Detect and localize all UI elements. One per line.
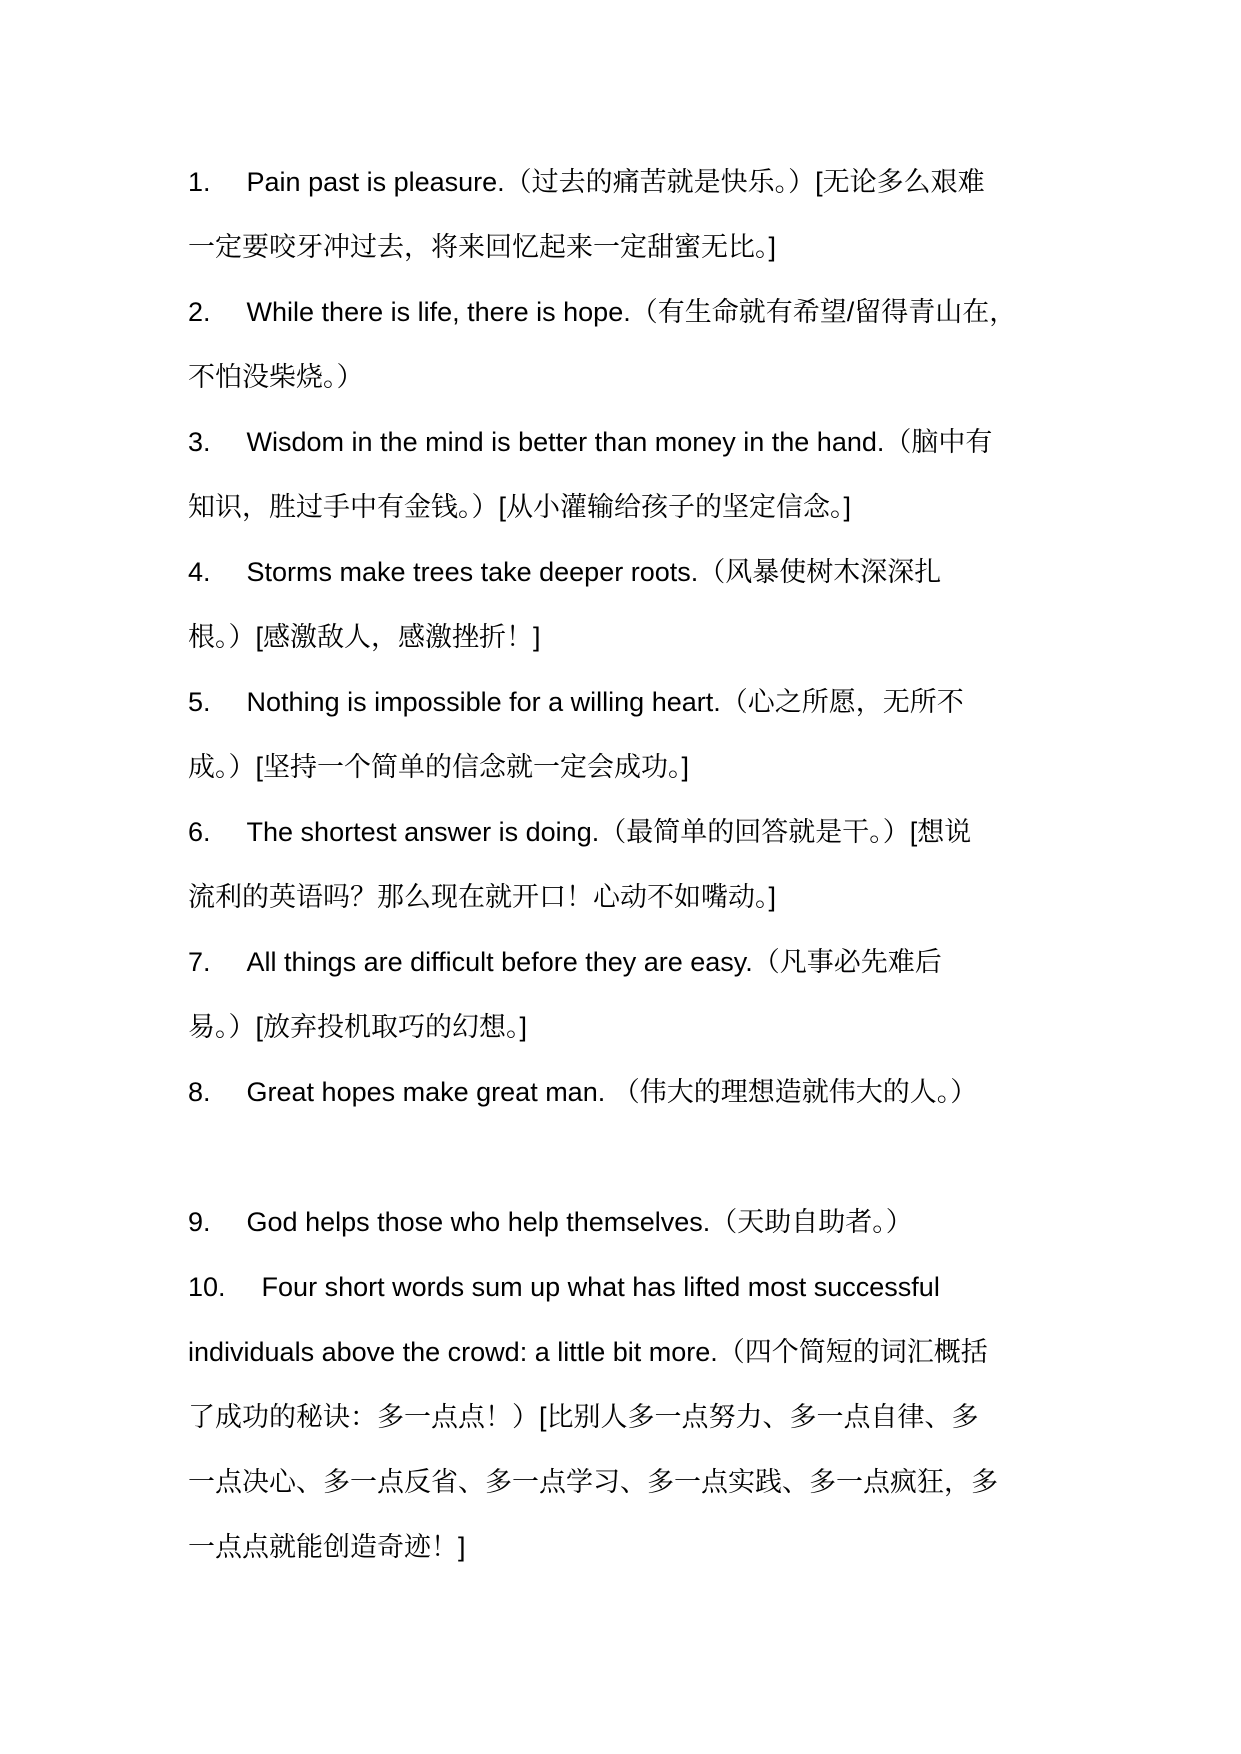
item-number: 4. — [188, 557, 211, 587]
item-number: 8. — [188, 1077, 211, 1107]
item-line — [188, 150, 1188, 215]
proverb-list — [188, 150, 1188, 1580]
item-number: 5. — [188, 687, 211, 717]
list-item — [188, 670, 1188, 800]
item-line: 成。）[坚持一个简单的信念就一定会成功。] — [188, 752, 690, 782]
item-number: 6. — [188, 817, 211, 847]
list-item — [188, 1060, 1188, 1125]
list-item — [188, 540, 1188, 670]
item-text: Four short words sum up what has lifted most successful — [261, 1272, 940, 1302]
item-text: All things are difficult before they are easy.（凡事必先难后 — [246, 947, 942, 977]
item-number: 3. — [188, 427, 211, 457]
item-line: 一点点就能创造奇迹！] — [188, 1532, 466, 1562]
item-line — [188, 930, 1188, 995]
list-item — [188, 1190, 1188, 1255]
item-line — [188, 410, 1188, 475]
item-number: 2. — [188, 297, 211, 327]
item-number: 7. — [188, 947, 211, 977]
list-item — [188, 930, 1188, 1060]
list-item — [188, 1255, 1188, 1580]
item-line — [188, 800, 1188, 865]
item-line: 流利的英语吗？那么现在就开口！心动不如嘴动。] — [188, 882, 777, 912]
item-text: The shortest answer is doing.（最简单的回答就是干。）[想说 — [246, 817, 972, 847]
item-text: God helps those who help themselves.（天助自助者。） — [246, 1207, 913, 1237]
list-item — [188, 150, 1188, 280]
item-text: Wisdom in the mind is better than money in the hand.（脑中有 — [246, 427, 993, 457]
item-line: 不怕没柴烧。） — [188, 362, 364, 392]
item-line — [188, 1255, 1188, 1320]
item-line: individuals above the crowd: a little bit more.（四个简短的词汇概括 — [188, 1337, 988, 1367]
item-line — [188, 1060, 1188, 1125]
item-line: 根。）[感激敌人，感激挫折！] — [188, 622, 541, 652]
item-line: 知识，胜过手中有金钱。）[从小灌输给孩子的坚定信念。] — [188, 492, 852, 522]
item-line — [188, 670, 1188, 735]
item-number: 1. — [188, 167, 211, 197]
list-item — [188, 410, 1188, 540]
item-text: Great hopes make great man. （伟大的理想造就伟大的人。） — [246, 1077, 978, 1107]
blank-line — [188, 1125, 1188, 1190]
item-line: 易。）[放弃投机取巧的幻想。] — [188, 1012, 528, 1042]
item-text: While there is life, there is hope.（有生命就有希望/留得青山在， — [246, 297, 1017, 327]
item-line: 了成功的秘诀：多一点点！）[比别人多一点努力、多一点自律、多 — [188, 1402, 979, 1432]
item-text: Nothing is impossible for a willing heart.（心之所愿，无所不 — [246, 687, 964, 717]
item-line: 一定要咬牙冲过去，将来回忆起来一定甜蜜无比。] — [188, 232, 777, 262]
item-line — [188, 540, 1188, 605]
list-item — [188, 800, 1188, 930]
item-line — [188, 1190, 1188, 1255]
item-line: 一点决心、多一点反省、多一点学习、多一点实践、多一点疯狂，多 — [188, 1467, 998, 1497]
item-number: 9. — [188, 1207, 211, 1237]
item-text: Pain past is pleasure.（过去的痛苦就是快乐。）[无论多么艰难 — [246, 167, 985, 197]
item-text: Storms make trees take deeper roots.（风暴使树木深深扎 — [246, 557, 942, 587]
item-line — [188, 280, 1188, 345]
item-number: 10. — [188, 1272, 226, 1302]
list-item — [188, 280, 1188, 410]
